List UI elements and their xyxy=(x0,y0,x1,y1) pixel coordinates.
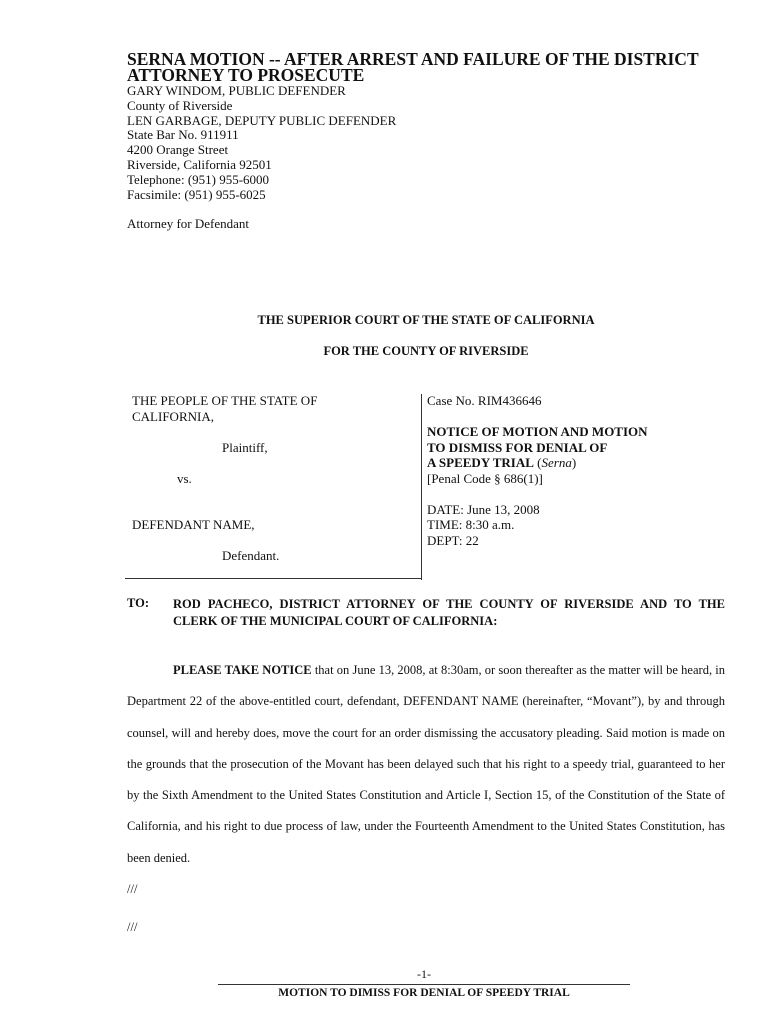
motion-title-line-3: A SPEEDY TRIAL (Serna) xyxy=(427,455,577,470)
hearing-time: TIME: 8:30 a.m. xyxy=(427,517,515,532)
versus-label: vs. xyxy=(177,470,192,486)
case-caption-parties xyxy=(132,393,417,564)
hearing-date: DATE: June 13, 2008 xyxy=(427,501,540,517)
attorney-line: GARY WINDOM, PUBLIC DEFENDER xyxy=(127,83,346,98)
plaintiff-label: Plaintiff, xyxy=(222,439,268,455)
attorney-line: Riverside, California 92501 xyxy=(127,156,272,172)
motion-title-line: TO DISMISS FOR DENIAL OF xyxy=(427,439,608,455)
case-number: Case No. RIM436646 xyxy=(427,393,542,408)
attorney-line: 4200 Orange Street xyxy=(127,142,229,158)
footer-rule xyxy=(218,984,630,985)
attorney-for-label: Attorney for Defendant xyxy=(127,216,250,231)
case-caption-details xyxy=(427,393,757,548)
to-label: TO: xyxy=(127,596,149,610)
caption-horizontal-rule xyxy=(125,578,422,579)
hearing-dept: DEPT: 22 xyxy=(427,532,479,548)
to-addressees: ROD PACHECO, DISTRICT ATTORNEY OF THE COUNTY OF RIVERSIDE AND TO THE CLERK OF THE MUNICIPAL COURT OF CALIFORNIA: xyxy=(173,597,725,628)
attorney-line: Telephone: (951) 955-6000 xyxy=(127,171,270,187)
notice-lead: PLEASE TAKE NOTICE xyxy=(173,663,312,677)
attorney-line: LEN GARBAGE, DEPUTY PUBLIC DEFENDER xyxy=(127,112,397,128)
attorney-line: Facsimile: (951) 955-6025 xyxy=(127,186,266,202)
motion-title-line: NOTICE OF MOTION AND MOTION xyxy=(427,424,648,439)
caption-vertical-rule xyxy=(421,394,422,580)
motion-case-name: Serna xyxy=(541,455,572,470)
continuation-mark: /// xyxy=(127,920,138,934)
defendant-label: Defendant. xyxy=(222,548,280,563)
notice-body-paragraph xyxy=(127,655,725,874)
plaintiff-name-continued: CALIFORNIA, xyxy=(132,408,214,424)
attorney-line: County of Riverside xyxy=(127,97,233,113)
defendant-name: DEFENDANT NAME, xyxy=(132,517,255,532)
document-title: SERNA MOTION -- AFTER ARREST AND FAILURE OF THE DISTRICT ATTORNEY TO PROSECUTE xyxy=(127,49,699,85)
motion-title-text: A SPEEDY TRIAL xyxy=(427,455,534,470)
court-name-heading: THE SUPERIOR COURT OF THE STATE OF CALIFORNIA xyxy=(257,313,595,327)
page-number: -1- xyxy=(417,967,431,981)
continuation-mark: /// xyxy=(127,882,138,896)
penal-code: [Penal Code § 686(1)] xyxy=(427,470,543,486)
plaintiff-name: THE PEOPLE OF THE STATE OF xyxy=(132,393,318,408)
footer-title: MOTION TO DIMISS FOR DENIAL OF SPEEDY TRIAL xyxy=(278,987,570,999)
notice-body-text: that on June 13, 2008, at 8:30am, or soon thereafter as the matter will be heard, in Department 22 of the above-entitled court, defendant, DEFENDANT NAME (hereinafter, “Movant”), by and through counsel, will and hereby does, move the court for an order dismissing the accusatory pleading. Said motion is made on the grounds that the prosecution of the Movant has been delayed such that his right to a speedy trial, guaranteed to her by the Sixth Amendment to the United States Constitution and Article I, Section 15, of the Constitution of the State of California, and his right to due process of law, under the Fourteenth Amendment to the United States Constitution, has been denied. xyxy=(127,663,725,865)
attorney-info-block xyxy=(127,84,396,202)
court-county-heading: FOR THE COUNTY OF RIVERSIDE xyxy=(323,344,529,358)
attorney-line: State Bar No. 911911 xyxy=(127,127,239,143)
